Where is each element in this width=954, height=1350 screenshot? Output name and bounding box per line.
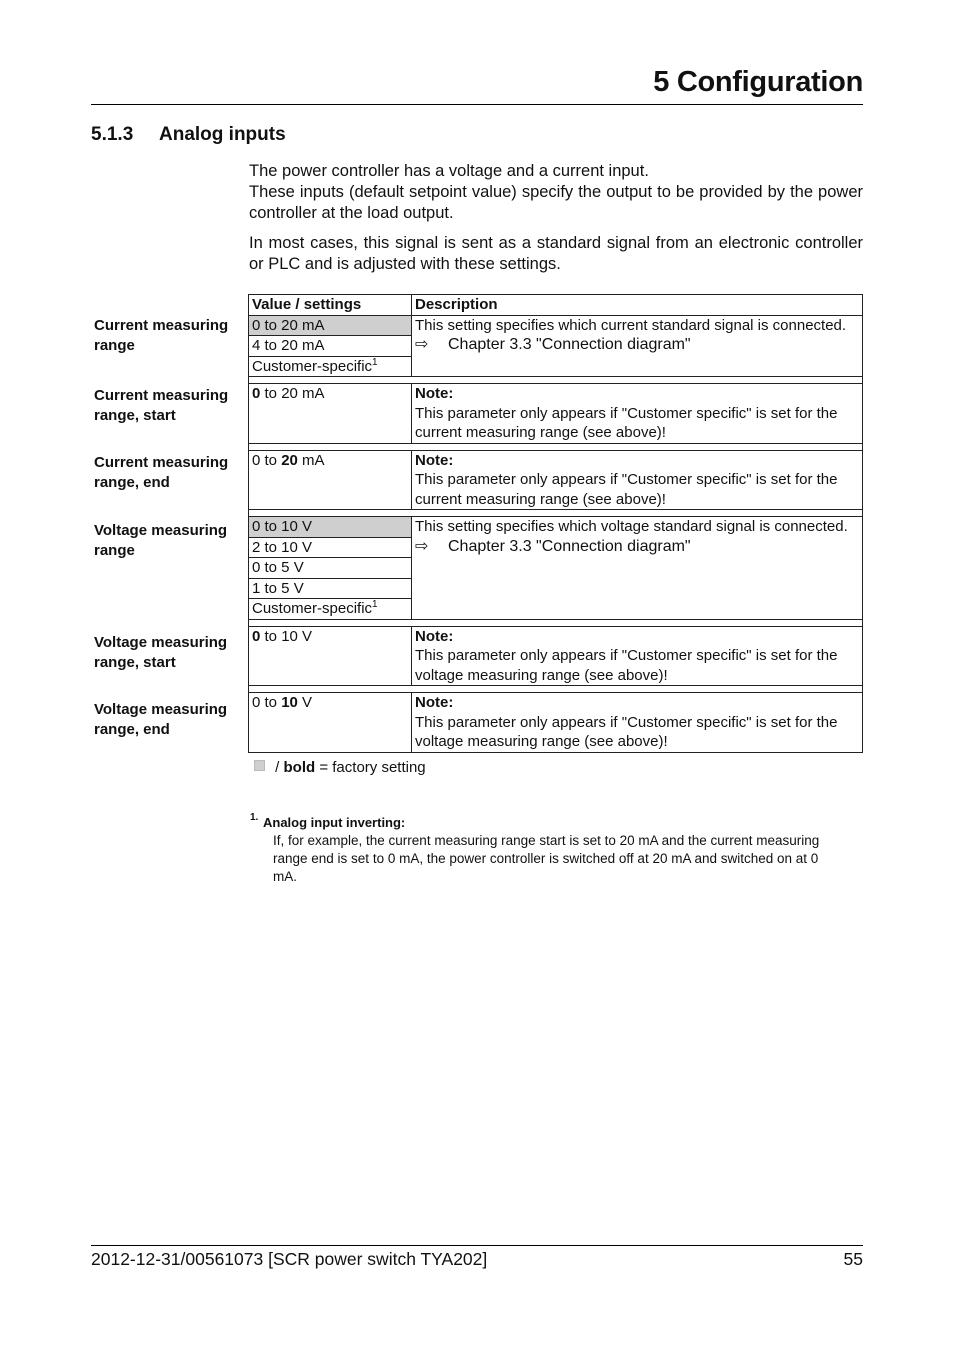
option-current-4-20: 4 to 20 mA	[249, 336, 412, 357]
label-voltage-range: Voltage measuring range	[94, 522, 228, 559]
current-range-desc-text: This setting specifies which current standard signal is connected.	[415, 316, 847, 334]
factory-value: 10	[281, 694, 298, 711]
label-current-range: Current measuring range	[94, 317, 229, 354]
intro-line-2: These inputs (default setpoint value) specify the output to be provided by the power controller at the load output.	[249, 183, 863, 222]
table-row	[249, 450, 863, 510]
voltage-range-description	[412, 517, 863, 620]
table-row	[249, 384, 863, 444]
footnote-ref: 1	[372, 356, 378, 368]
table-row	[249, 315, 863, 336]
current-end-value	[249, 450, 412, 510]
page-number: 55	[843, 1249, 863, 1269]
note-text: This parameter only appears if "Customer specific" is set for the voltage measuring range (see above)!	[415, 647, 838, 684]
intro-paragraph-2: In most cases, this signal is sent as a standard signal from an electronic controller or PLC and is adjusted with these settings.	[249, 234, 863, 273]
note-text: This parameter only appears if "Customer specific" is set for the current measuring range (see above)!	[415, 404, 838, 441]
value-post: mA	[297, 451, 325, 469]
table-header-row	[249, 295, 863, 316]
factory-setting-legend	[254, 759, 426, 776]
table-gap	[249, 686, 863, 693]
note-label: Note:	[415, 451, 454, 469]
section-number: 5.1.3	[91, 124, 134, 145]
table-gap	[249, 510, 863, 517]
legend-text: = factory setting	[315, 759, 426, 776]
factory-highlight-swatch	[254, 760, 265, 771]
value-rest: to 10 V	[260, 627, 313, 645]
factory-value: 20	[281, 451, 298, 469]
header-description: Description	[412, 295, 863, 316]
table-gap	[249, 377, 863, 384]
value-rest: to 20 mA	[260, 385, 325, 402]
current-end-note	[412, 450, 863, 510]
option-voltage-2-10: 2 to 10 V	[249, 537, 412, 558]
footnote-ref: 1	[372, 599, 378, 610]
footnote-title: Analog input inverting:	[263, 815, 406, 830]
current-start-value	[249, 384, 412, 444]
label-current-end: Current measuring range, end	[94, 454, 229, 491]
header-rule	[91, 104, 863, 105]
chapter-ref-text: Chapter 3.3 "Connection diagram"	[448, 537, 691, 555]
voltage-range-desc-text: This setting specifies which voltage standard signal is connected.	[415, 518, 848, 535]
table-row	[249, 517, 863, 538]
option-current-0-20: 0 to 20 mA	[249, 315, 412, 336]
note-text: This parameter only appears if "Customer specific" is set for the voltage measuring range (see above)!	[415, 713, 838, 750]
current-range-description	[412, 315, 863, 377]
note-label: Note:	[415, 385, 454, 402]
voltage-end-note	[412, 693, 863, 753]
voltage-start-value	[249, 626, 412, 686]
legend-separator: /	[271, 759, 284, 776]
arrow-right-icon: ⇨	[415, 537, 429, 555]
note-label: Note:	[415, 627, 454, 645]
factory-value: 0	[252, 627, 261, 645]
option-current-custom	[249, 356, 412, 377]
intro-line-1: The power controller has a voltage and a current input.	[249, 162, 649, 180]
option-voltage-0-5: 0 to 5 V	[249, 558, 412, 579]
legend-bold-word: bold	[283, 759, 316, 776]
header-value-settings: Value / settings	[249, 295, 412, 316]
current-start-note	[412, 384, 863, 444]
value-pre: 0 to	[252, 694, 282, 711]
table-row	[249, 693, 863, 753]
footer-rule	[91, 1245, 863, 1246]
intro-paragraph-1	[249, 161, 863, 224]
factory-value: 0	[252, 385, 261, 402]
voltage-range-chapter-link[interactable]	[415, 537, 856, 557]
section-heading	[91, 124, 286, 146]
parameter-table	[248, 294, 863, 753]
footnote-marker: 1.	[250, 812, 259, 823]
current-range-chapter-link[interactable]	[415, 335, 856, 355]
label-current-start: Current measuring range, start	[94, 387, 229, 424]
table-gap	[249, 443, 863, 450]
section-title: Analog inputs	[159, 124, 286, 145]
option-text: Customer-specific	[252, 357, 373, 375]
note-label: Note:	[415, 694, 454, 711]
voltage-end-value	[249, 693, 412, 753]
arrow-right-icon: ⇨	[415, 336, 429, 353]
table-row	[249, 626, 863, 686]
voltage-start-note	[412, 626, 863, 686]
chapter-ref-text: Chapter 3.3 "Connection diagram"	[448, 336, 691, 353]
label-voltage-start: Voltage measuring range, start	[94, 634, 228, 671]
value-pre: 0 to	[252, 451, 282, 469]
value-post: V	[297, 694, 313, 711]
option-text: Customer-specific	[252, 600, 373, 617]
option-voltage-1-5: 1 to 5 V	[249, 578, 412, 599]
footnote-text: If, for example, the current measuring range start is set to 20 mA and the current measuring range end is set to 0 mA, the power controller is switched off at 20 mA and switched on at 0 mA.	[273, 833, 820, 884]
option-voltage-0-10: 0 to 10 V	[249, 517, 412, 538]
label-voltage-end: Voltage measuring range, end	[94, 701, 228, 738]
note-text: This parameter only appears if "Customer specific" is set for the current measuring range (see above)!	[415, 471, 838, 508]
footer-document-id: 2012-12-31/00561073 [SCR power switch TYA202]	[91, 1249, 488, 1269]
chapter-title: 5 Configuration	[653, 66, 863, 98]
table-gap	[249, 619, 863, 626]
option-voltage-custom	[249, 599, 412, 620]
